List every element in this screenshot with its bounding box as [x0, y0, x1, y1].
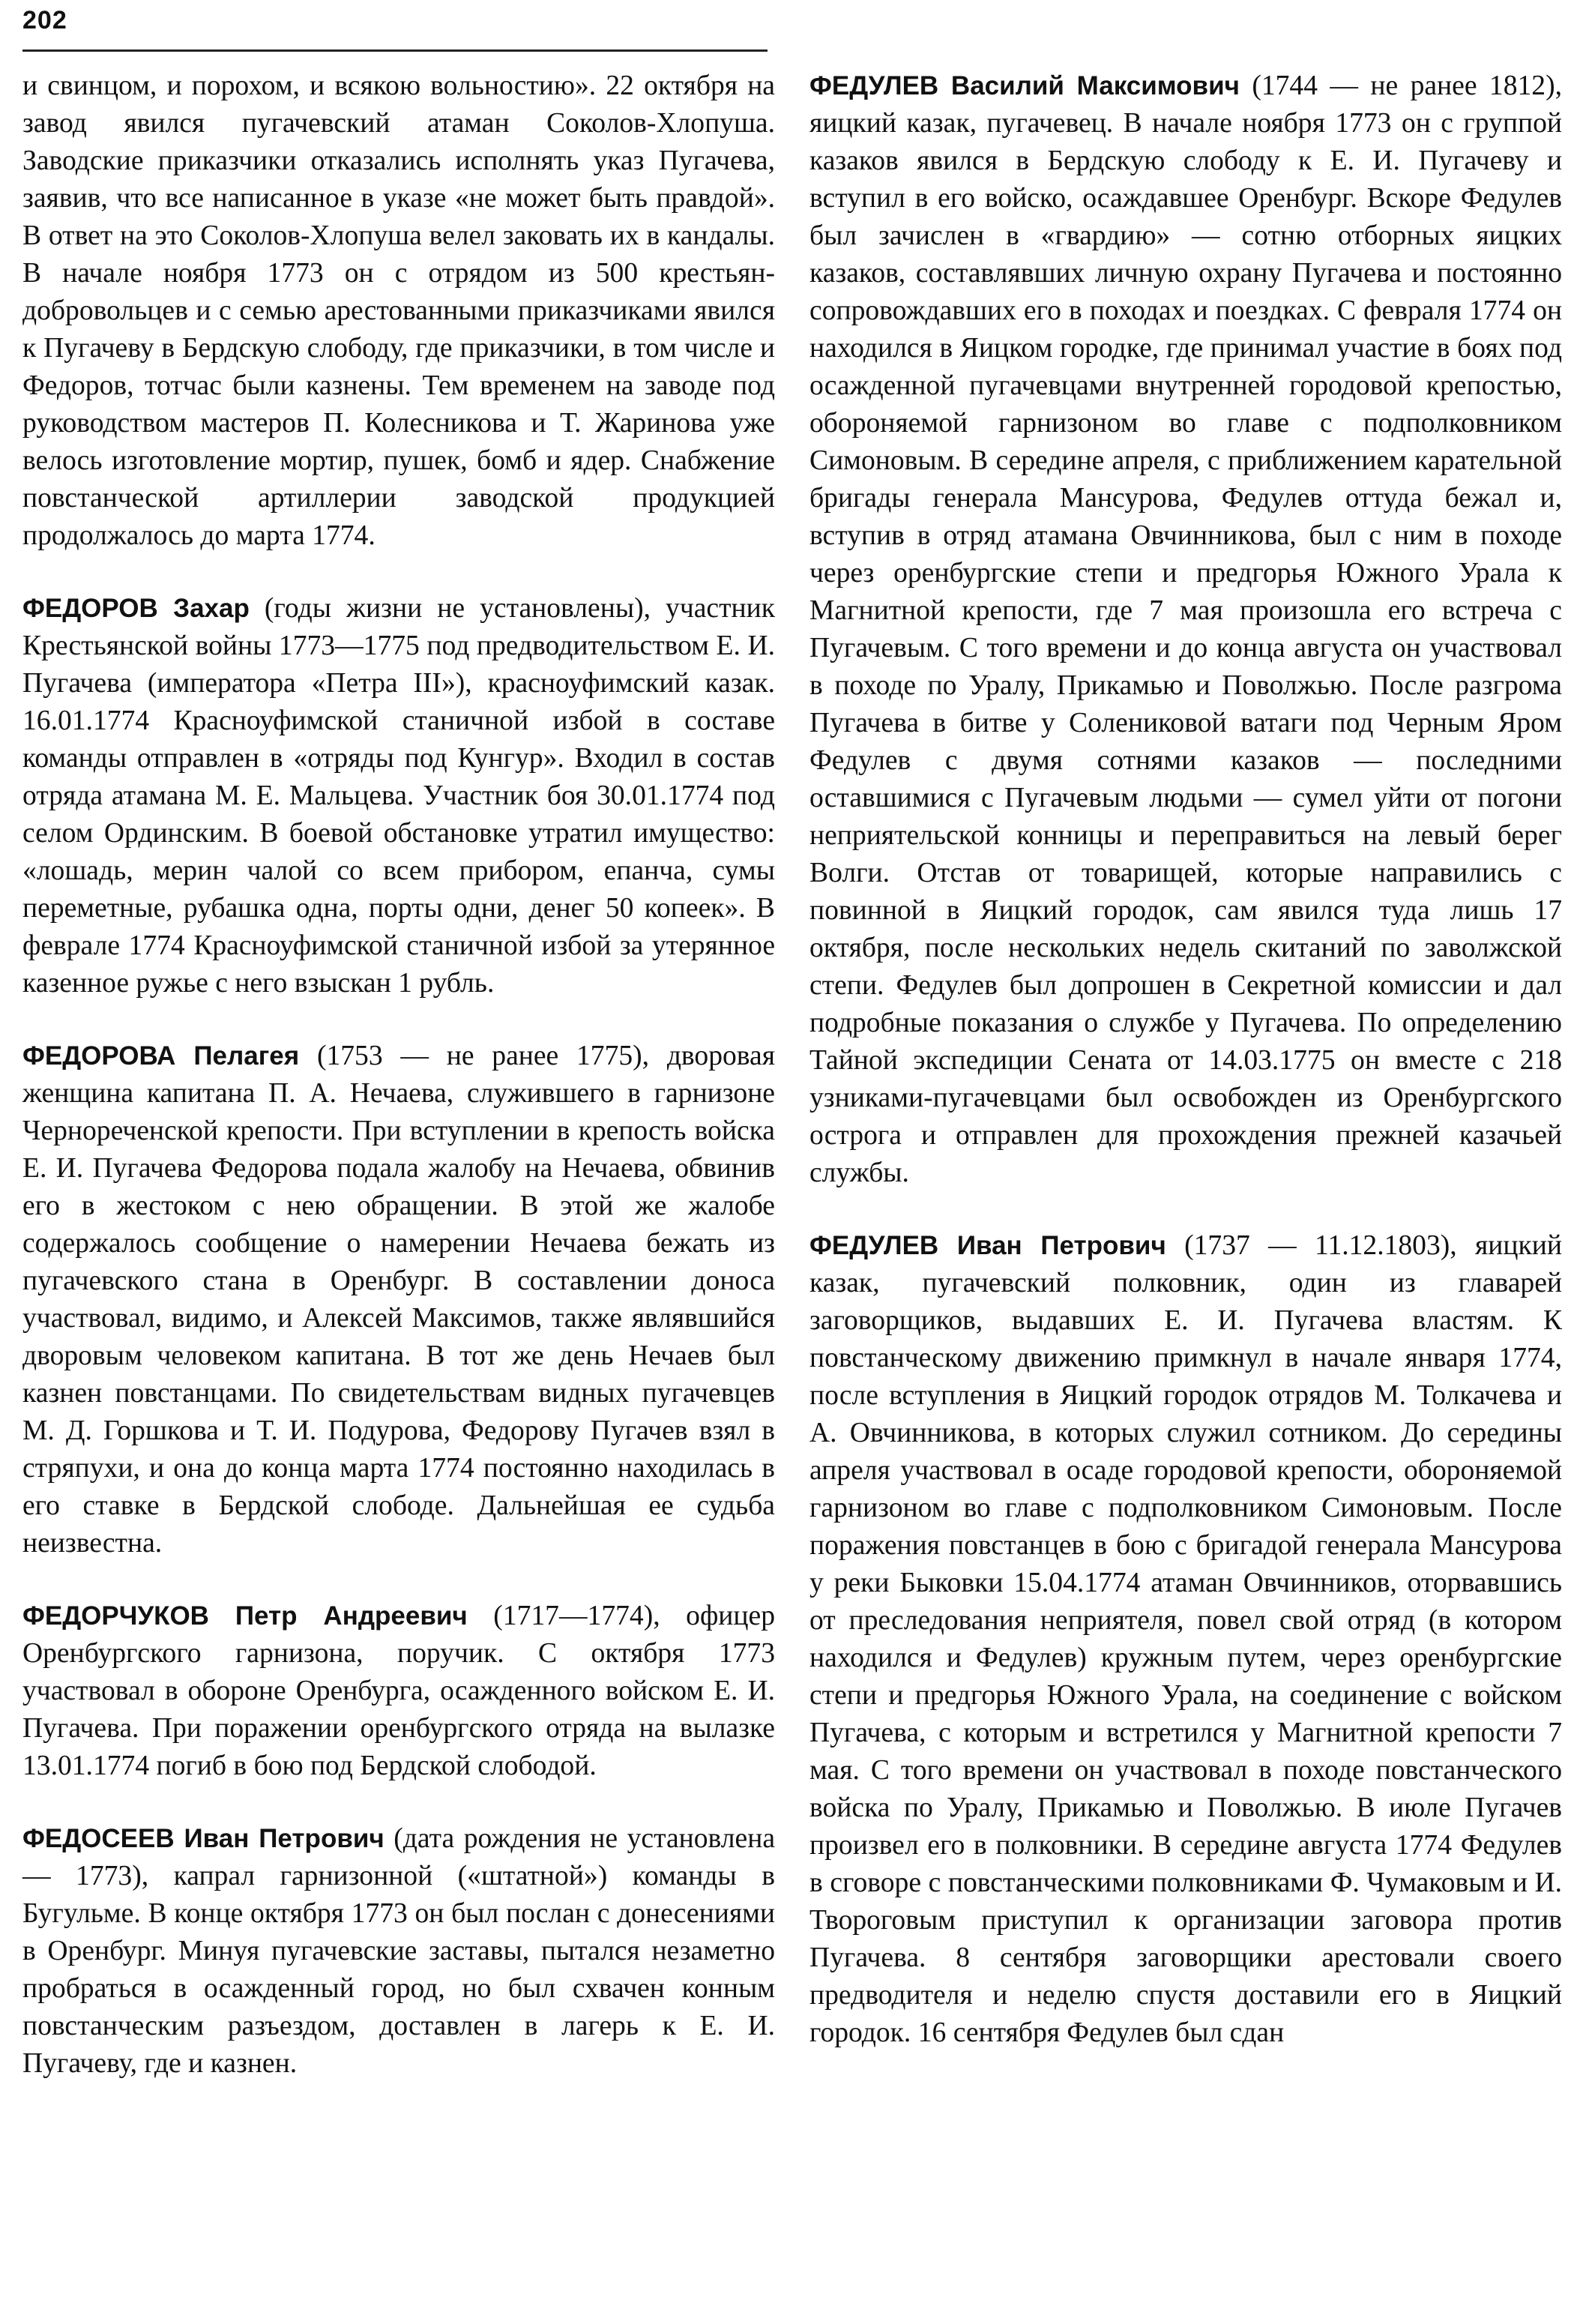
entry-text [22, 1598, 775, 1785]
entry-headword: ФЕДОРОВА Пелагея [22, 1041, 300, 1071]
entry-text [809, 67, 1562, 1192]
entry-text [22, 1038, 775, 1562]
entry-body: (дата рождения не установлена — 1773), капрал гарнизонной («штатной») команды в Бугульме. В конце октября 1773 он был послан с донесениями в Оренбург. Минуя пугачевские заставы, пытался незаметно пробраться в осажденный город, но был схвачен конным повстанческим разъездом, доставлен в лагерь к Е. И. Пугачеву, где и казнен. [22, 1823, 775, 2079]
entry-body: (1744 — не ранее 1812), яицкий казак, пугачевец. В начале ноября 1773 он с группой казаков явился в Бердскую слободу к Е. И. Пугачеву и вступил в его войско, осаждавшее Оренбург. Вскоре Федулев был зачислен в «гвардию» — сотню отборных яицких казаков, составлявших личную охрану Пугачева и постоянно сопровождавших его в походах и поездках. С февраля 1774 он находился в Яицком городке, где принимал участие в боях под осажденной пугачевцами внутренней городовой крепостью, обороняемой гарнизоном во главе с подполковником Симоновым. В середине апреля, с приближением карательной бригады генерала Мансурова, Федулев оттуда бежал и, вступив в отряд атамана Овчинникова, был с ним в походе через оренбургские степи и предгорья Южного Урала к Магнитной крепости, где 7 мая произошла его встреча с Пугачевым. С того времени и до конца августа он участвовал в походе по Уралу, Прикамью и Поволжью. После разгрома Пугачева в битве у Солениковой ватаги под Черным Яром Федулев с двумя сотнями казаков — последними оставшимися с Пугачевым людьми — сумел уйти от погони неприятельской конницы и переправиться на левый берег Волги. Отстав от товарищей, которые направились с повинной в Яицкий городок, сам явился туда лишь 17 октября, после нескольких недель скитаний по заволжской степи. Федулев был допрошен в Секретной комиссии и дал подробные показания о службе у Пугачева. По определению Тайной экспедиции Сената от 14.03.1775 он вместе с 218 узниками-пугачевцами был освобожден из Оренбургского острога и отправлен для прохождения прежней казачьей службы. [809, 70, 1562, 1188]
entry-fedoseev-ivan [22, 1820, 775, 2083]
entry-text [22, 67, 775, 555]
entry-fedulev-ivan [809, 1227, 1562, 2052]
entry-fedorova-pelageya [22, 1038, 775, 1562]
page-number: 202 [22, 6, 67, 34]
entry-body: (годы жизни не установлены), участник Крестьянской войны 1773—1775 под предводительством Е. И. Пугачева (императора «Петра III»), красноуфимский казак. 16.01.1774 Красноуфимской станичной избой в составе команды отправлен в «отряды под Кунгур». Входил в состав отряда атамана М. Е. Мальцева. Участник боя 30.01.1774 под селом Ординским. В боевой обстановке утратил имущество: «лошадь, мерин чалой со всем прибором, епанча, сумы переметные, рубашка одна, порты одни, денег 50 копеек». В феврале 1774 Красноуфимской станичной избой за утерянное казенное ружье с него взыскан 1 рубль. [22, 593, 775, 999]
left-column [22, 67, 775, 2118]
entry-body: (1753 — не ранее 1775), дворовая женщина капитана П. А. Нечаева, служившего в гарнизоне Чернореченской крепости. При вступлении в крепость войска Е. И. Пугачева Федорова подала жалобу на Нечаева, обвинив его в жестоком с нею обращении. В этой же жалобе содержалось сообщение о намерении Нечаева бежать из пугачевского стана в Оренбург. В составлении доноса участвовал, видимо, и Алексей Максимов, также являвшийся дворовым человеком капитана. В тот же день Нечаев был казнен повстанцами. По свидетельствам видных пугачевцев М. Д. Горшкова и Т. И. Подурова, Федорову Пугачев взял в стряпухи, и она до конца марта 1774 постоянно находилась в его ставке в Бердской слободе. Дальнейшая ее судьба неизвестна. [22, 1041, 775, 1559]
entry-body: (1737 — 11.12.1803), яицкий казак, пугачевский полковник, один из главарей заговорщиков, выдавших Е. И. Пугачева властям. К повстанческому движению примкнул в начале января 1774, после вступления в Яицкий городок отрядов М. Толкачева и А. Овчинникова, в которых служил сотником. До середины апреля участвовал в осаде городовой крепости, обороняемой гарнизоном во главе с подполковником Симоновым. После поражения повстанцев в бою с бригадой генерала Мансурова у реки Быковки 15.04.1774 атаман Овчинников, оторвавшись от преследования неприятеля, повел свой отряд (в котором находился и Федулев) кружным путем, через оренбургские степи и предгорья Южного Урала, на соединение с войском Пугачева, с которым и встретился у Магнитной крепости 7 мая. С того времени он участвовал в походе повстанческого войска по Уралу, Прикамью и Поволжью. В июле Пугачев произвел его в полковники. В середине августа 1774 Федулев в сговоре с повстанческими полковниками Ф. Чумаковым и И. Твороговым приступил к организации заговора против Пугачева. 8 сентября заговорщики арестовали своего предводителя и неделю спустя доставили его в Яицкий городок. 16 сентября Федулев был сдан [809, 1230, 1562, 2048]
entry-headword: ФЕДОРЧУКОВ Петр Андреевич [22, 1601, 468, 1631]
entry-headword: ФЕДУЛЕВ Иван Петрович [809, 1231, 1166, 1260]
entry-fedulev-vasily [809, 67, 1562, 1192]
entry-headword: ФЕДОСЕЕВ Иван Петрович [22, 1824, 385, 1853]
right-column [809, 67, 1562, 2087]
entry-headword: ФЕДУЛЕВ Василий Максимович [809, 71, 1240, 100]
entry-headword: ФЕДОРОВ Захар [22, 594, 250, 623]
entry-body: (1717—1774), офицер Оренбургского гарнизона, поручик. С октября 1773 участвовал в обороне Оренбурга, осажденного войском Е. И. Пугачева. При поражении оренбургского отряда на вылазке 13.01.1774 погиб в бою под Бердской слободой. [22, 1601, 775, 1781]
entry-body: и свинцом, и порохом, и всякою вольностию». 22 октября на завод явился пугачевский атаман Соколов-Хлопуша. Заводские приказчики отказались исполнять указ Пугачева, заявив, что все написанное в указе «не может быть правдой». В ответ на это Соколов-Хлопуша велел заковать их в кандалы. В начале ноября 1773 он с отрядом из 500 крестьян-добровольцев и с семью арестованными приказчиками явился к Пугачеву в Бердскую слободу, где приказчики, в том числе и Федоров, тотчас были казнены. Тем временем на заводе под руководством мастеров П. Колесникова и Т. Жаринова уже велось изготовление мортир, пушек, бомб и ядер. Снабжение повстанческой артиллерии заводской продукцией продолжалось до марта 1774. [22, 70, 775, 551]
entry-fedorov-zakhar [22, 590, 775, 1002]
entry-text [22, 590, 775, 1002]
entry-continuation [22, 67, 775, 555]
entry-text [22, 1820, 775, 2083]
entry-text [809, 1227, 1562, 2052]
header-rule [22, 49, 768, 52]
entry-fedorchukov-petr [22, 1598, 775, 1785]
